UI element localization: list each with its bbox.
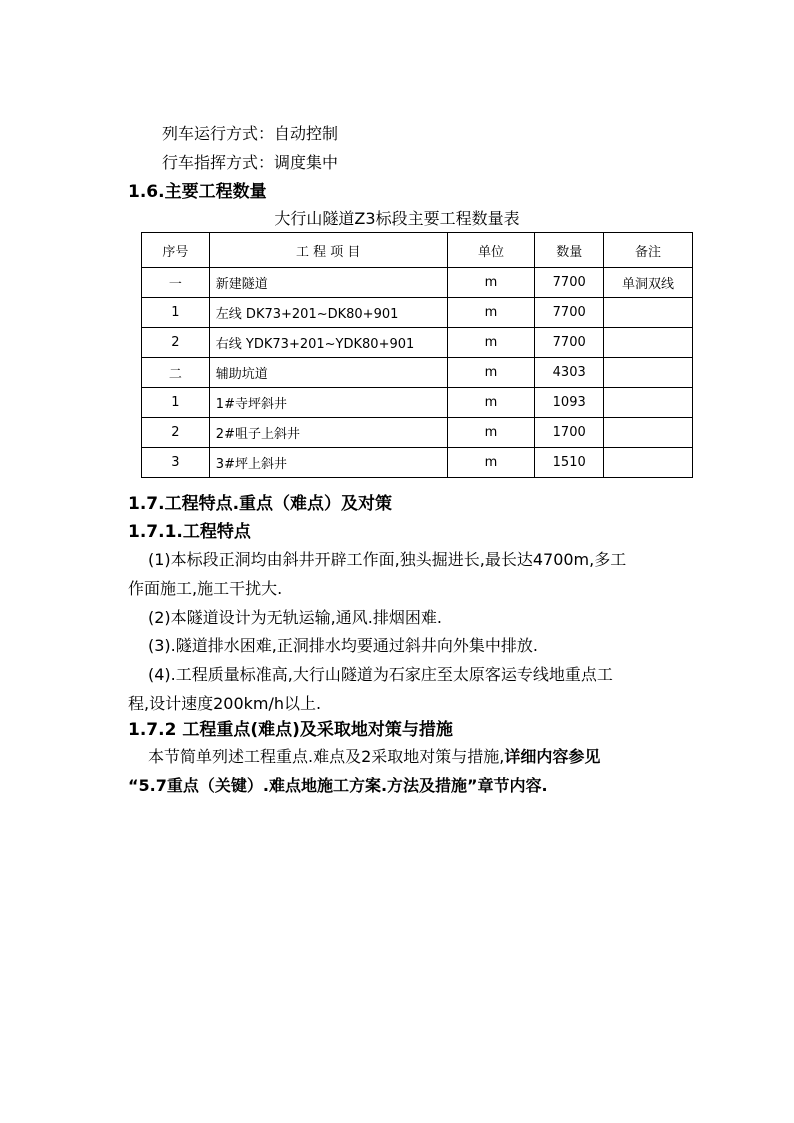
quantity-table <box>141 232 693 478</box>
cell-index: 1 <box>142 388 210 418</box>
cell-unit: m <box>447 418 535 448</box>
section-1-7-2-heading: 1.7.2 工程重点(难点)及采取地对策与措施 <box>128 720 453 740</box>
header-cell: 序号 <box>142 233 210 268</box>
cell-item: 新建隧道 <box>209 268 447 298</box>
table-row <box>142 328 693 358</box>
section-1-7-heading: 1.7.工程特点.重点（难点）及对策 <box>128 494 393 514</box>
cell-quantity: 4303 <box>535 358 604 388</box>
header-cell: 备注 <box>604 233 693 268</box>
cell-remark <box>604 388 693 418</box>
cell-index: 3 <box>142 448 210 478</box>
intro-line-dispatch: 行车指挥方式：调度集中 <box>162 153 339 172</box>
measures-paragraph-line2: “5.7重点（关键）.难点地施工方案.方法及措施”章节内容. <box>128 776 548 795</box>
table-row <box>142 298 693 328</box>
measures-reference-text: 详细内容参见 <box>504 747 601 766</box>
cell-unit: m <box>447 328 535 358</box>
cell-unit: m <box>447 388 535 418</box>
cell-item: 3#坪上斜井 <box>209 448 447 478</box>
cell-remark <box>604 298 693 328</box>
cell-unit: m <box>447 448 535 478</box>
cell-quantity: 7700 <box>535 268 604 298</box>
cell-quantity: 1093 <box>535 388 604 418</box>
section-1-6-heading: 1.6.主要工程数量 <box>128 182 267 202</box>
cell-unit: m <box>447 268 535 298</box>
feature-paragraph-4a: (4).工程质量标准高,大行山隧道为石家庄至太原客运专线地重点工 <box>148 665 613 684</box>
cell-index: 1 <box>142 298 210 328</box>
header-cell: 单位 <box>447 233 535 268</box>
cell-item: 右线 YDK73+201~YDK80+901 <box>209 328 447 358</box>
header-cell: 数量 <box>535 233 604 268</box>
table-caption: 大行山隧道Z3标段主要工程数量表 <box>274 209 520 228</box>
feature-paragraph-3: (3).隧道排水困难,正洞排水均要通过斜井向外集中排放. <box>148 636 538 655</box>
cell-unit: m <box>447 358 535 388</box>
cell-remark <box>604 448 693 478</box>
table-row <box>142 418 693 448</box>
cell-index: 一 <box>142 268 210 298</box>
table-row <box>142 358 693 388</box>
cell-index: 2 <box>142 418 210 448</box>
feature-paragraph-1a: (1)本标段正洞均由斜井开辟工作面,独头掘进长,最长达4700m,多工 <box>148 550 627 569</box>
cell-index: 二 <box>142 358 210 388</box>
cell-quantity: 1700 <box>535 418 604 448</box>
intro-line-train-operation: 列车运行方式：自动控制 <box>162 124 339 143</box>
table-row <box>142 388 693 418</box>
table-header-row <box>142 233 693 268</box>
table-row <box>142 448 693 478</box>
cell-quantity: 7700 <box>535 328 604 358</box>
cell-remark <box>604 358 693 388</box>
cell-remark <box>604 328 693 358</box>
cell-quantity: 1510 <box>535 448 604 478</box>
cell-remark <box>604 418 693 448</box>
measures-paragraph-line1 <box>148 742 600 772</box>
feature-paragraph-1b: 作面施工,施工干扰大. <box>128 579 283 598</box>
cell-remark: 单洞双线 <box>604 268 693 298</box>
section-1-7-1-heading: 1.7.1.工程特点 <box>128 522 251 542</box>
cell-quantity: 7700 <box>535 298 604 328</box>
cell-item: 1#寺坪斜井 <box>209 388 447 418</box>
cell-item: 辅助坑道 <box>209 358 447 388</box>
measures-text: 本节简单列述工程重点.难点及2采取地对策与措施, <box>148 747 505 766</box>
cell-item: 2#咀子上斜井 <box>209 418 447 448</box>
cell-unit: m <box>447 298 535 328</box>
feature-paragraph-2: (2)本隧道设计为无轨运输,通风.排烟困难. <box>148 608 442 627</box>
cell-item: 左线 DK73+201~DK80+901 <box>209 298 447 328</box>
table-row <box>142 268 693 298</box>
feature-paragraph-4b: 程,设计速度200km/h以上. <box>128 694 322 713</box>
cell-index: 2 <box>142 328 210 358</box>
header-cell: 工 程 项 目 <box>209 233 447 268</box>
